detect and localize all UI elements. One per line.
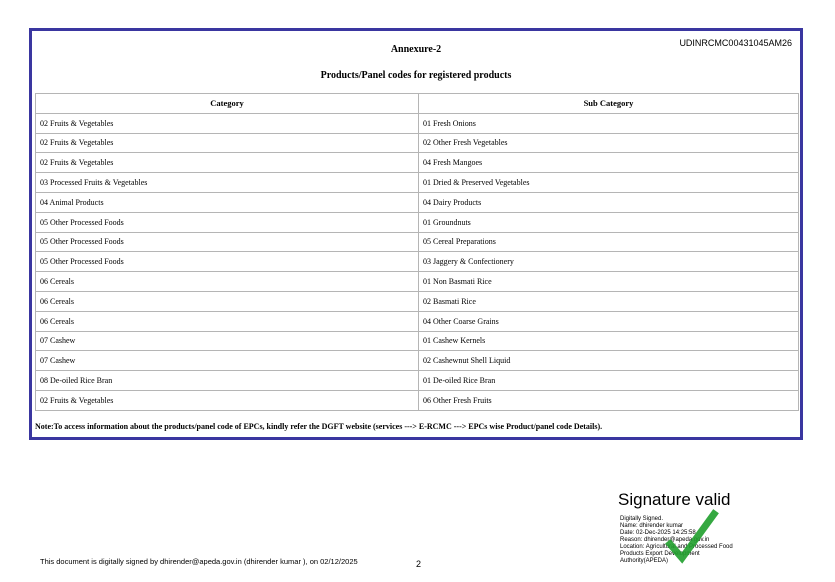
annexure-frame [29, 28, 803, 440]
table-row [36, 331, 799, 351]
cell-sub-category: 02 Cashewnut Shell Liquid [419, 351, 799, 371]
page-number: 2 [416, 559, 422, 569]
cell-sub-category: 01 Fresh Onions [419, 113, 799, 133]
cell-sub-category: 04 Fresh Mangoes [419, 153, 799, 173]
note-text: Note:To access information about the products/panel code of EPCs, kindly refer the DGFT website (services ---> E-RCMC ---> EPCs wise Product/panel code Details). [35, 422, 603, 431]
udin-code: UDINRCMC00431045AM26 [679, 38, 792, 48]
cell-sub-category: 04 Other Coarse Grains [419, 311, 799, 331]
cell-category: 06 Cereals [36, 311, 419, 331]
cell-category: 06 Cereals [36, 291, 419, 311]
signature-detail-line: Authority(APEDA) [620, 558, 669, 564]
cell-category: 02 Fruits & Vegetables [36, 390, 419, 410]
digital-signature-footer: This document is digitally signed by dhirender@apeda.gov.in (dhirender kumar ), on 02/12/2025 [40, 557, 358, 566]
table-row [36, 311, 799, 331]
table-row [36, 192, 799, 212]
table-row [36, 232, 799, 252]
table-header-row [36, 94, 799, 114]
cell-category: 04 Animal Products [36, 192, 419, 212]
column-header-category: Category [36, 94, 419, 114]
cell-category: 06 Cereals [36, 272, 419, 292]
page-title: Annexure-2 [390, 44, 442, 55]
cell-sub-category: 03 Jaggery & Confectionery [419, 252, 799, 272]
cell-category: 02 Fruits & Vegetables [36, 153, 419, 173]
signature-detail-line: Date: 02-Dec-2025 14:25:58 [620, 530, 696, 536]
cell-sub-category: 02 Other Fresh Vegetables [419, 133, 799, 153]
table-body [36, 113, 799, 410]
cell-category: 05 Other Processed Foods [36, 252, 419, 272]
page-subtitle: Products/Panel codes for registered products [320, 70, 512, 81]
signature-detail-line: Digitally Signed. [620, 516, 664, 522]
signature-detail-line: Name: dhirender kumar [620, 523, 684, 529]
signature-detail-line: Reason: dhirender@apeda.gov.in [620, 537, 710, 543]
table-row [36, 252, 799, 272]
cell-category: 03 Processed Fruits & Vegetables [36, 173, 419, 193]
cell-category: 08 De-oiled Rice Bran [36, 371, 419, 391]
table-row [36, 113, 799, 133]
product-codes-table [35, 93, 799, 411]
cell-category: 05 Other Processed Foods [36, 232, 419, 252]
signature-detail-line: Products Export Development [620, 551, 700, 557]
cell-sub-category: 01 De-oiled Rice Bran [419, 371, 799, 391]
table-row [36, 291, 799, 311]
table-row [36, 133, 799, 153]
cell-sub-category: 02 Basmati Rice [419, 291, 799, 311]
signature-detail-line: Location: Agricultural and Processed Food [620, 544, 733, 550]
table-row [36, 173, 799, 193]
cell-category: 05 Other Processed Foods [36, 212, 419, 232]
cell-sub-category: 01 Non Basmati Rice [419, 272, 799, 292]
signature-block [618, 490, 788, 570]
table-row [36, 153, 799, 173]
table-row [36, 390, 799, 410]
cell-category: 07 Cashew [36, 331, 419, 351]
table-row [36, 371, 799, 391]
cell-sub-category: 01 Cashew Kernels [419, 331, 799, 351]
cell-category: 02 Fruits & Vegetables [36, 113, 419, 133]
table-row [36, 212, 799, 232]
column-header-sub-category: Sub Category [419, 94, 799, 114]
cell-category: 02 Fruits & Vegetables [36, 133, 419, 153]
cell-sub-category: 05 Cereal Preparations [419, 232, 799, 252]
cell-sub-category: 01 Dried & Preserved Vegetables [419, 173, 799, 193]
table-row [36, 272, 799, 292]
table-row [36, 351, 799, 371]
checkmark-icon [660, 504, 720, 564]
cell-sub-category: 06 Other Fresh Fruits [419, 390, 799, 410]
signature-status: Signature valid [618, 490, 731, 509]
cell-sub-category: 01 Groundnuts [419, 212, 799, 232]
cell-category: 07 Cashew [36, 351, 419, 371]
cell-sub-category: 04 Dairy Products [419, 192, 799, 212]
